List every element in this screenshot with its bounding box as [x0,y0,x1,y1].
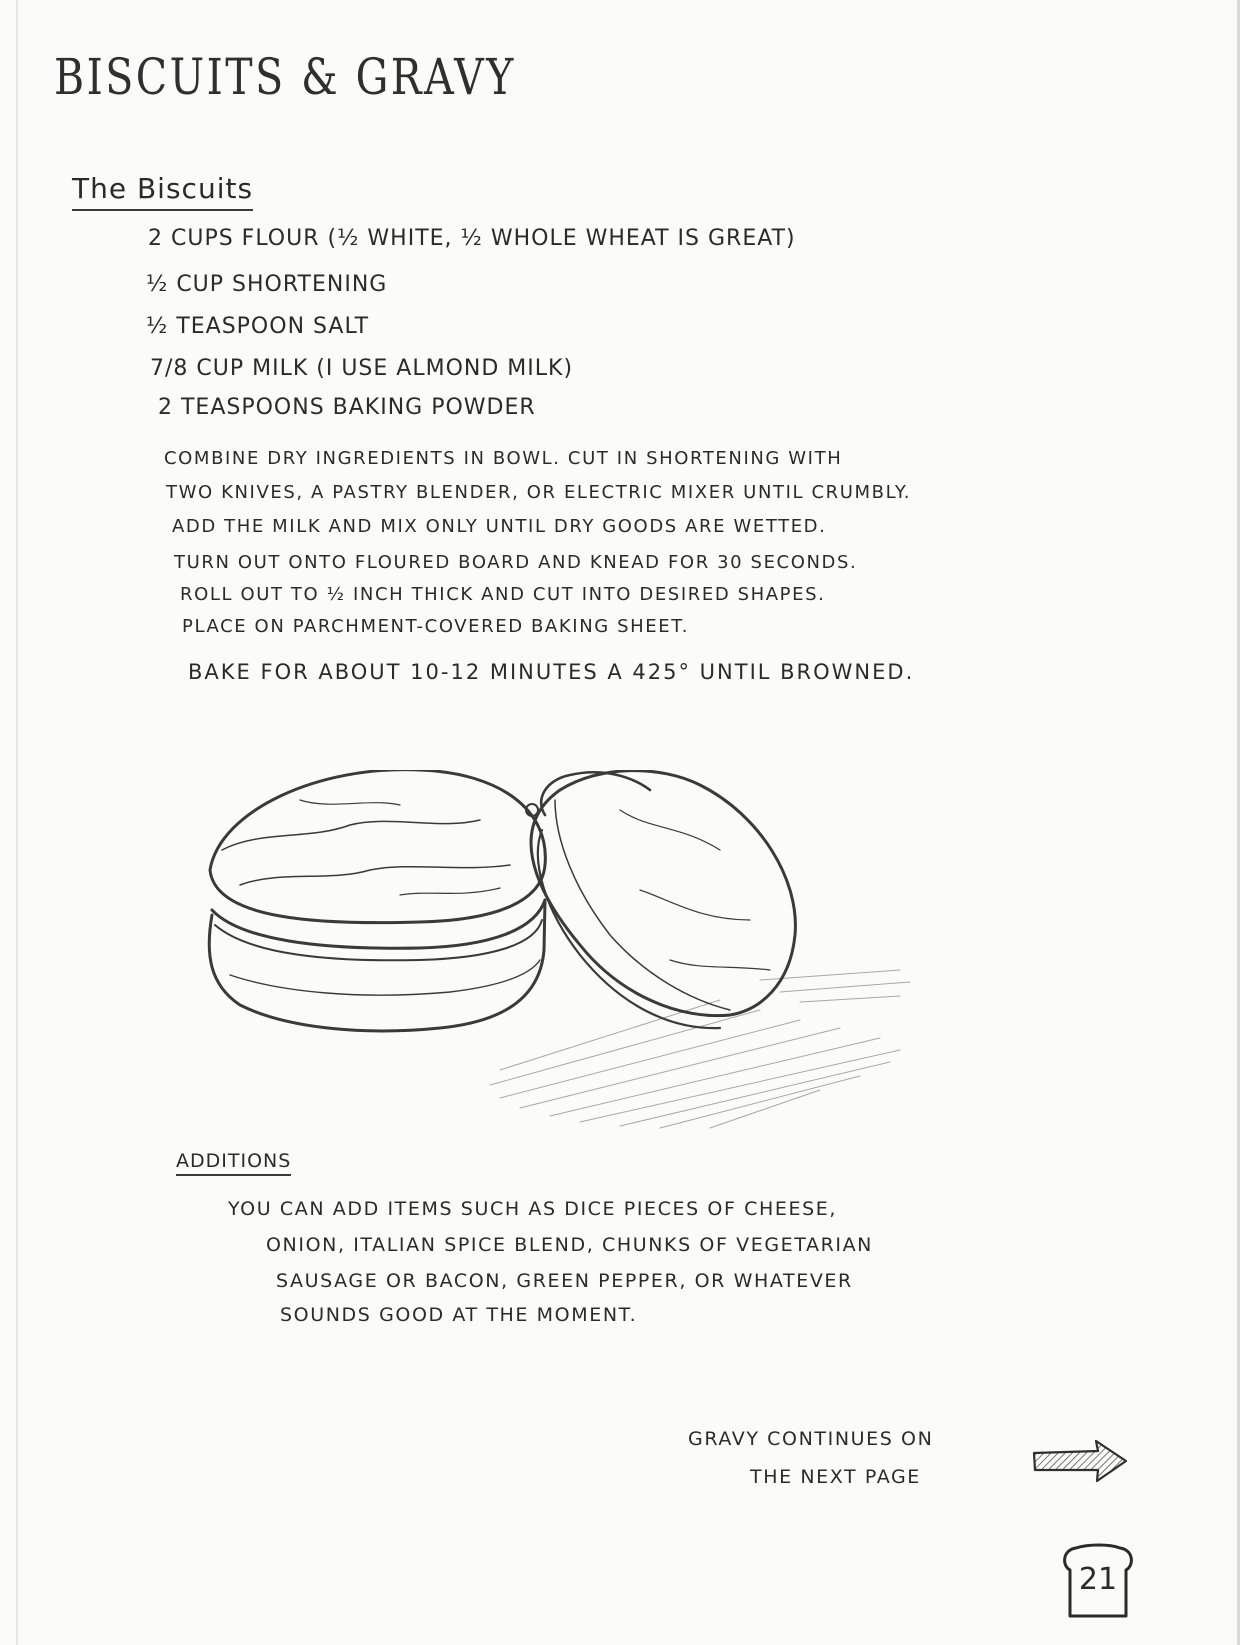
additions-heading-underline [176,1174,291,1176]
page-title: BISCUITS & GRAVY [54,48,516,106]
continuation-line: GRAVY CONTINUES ON [688,1428,934,1450]
additions-line: YOU CAN ADD ITEMS SUCH AS DICE PIECES OF CHEESE, [228,1198,838,1220]
continuation-line: THE NEXT PAGE [750,1466,921,1488]
instruction-line: TWO KNIVES, A PASTRY BLENDER, OR ELECTRIC MIXER UNTIL CRUMBLY. [166,482,912,503]
instruction-line: ADD THE MILK AND MIX ONLY UNTIL DRY GOODS ARE WETTED. [172,516,827,537]
instruction-line: ROLL OUT TO ½ INCH THICK AND CUT INTO DESIRED SHAPES. [180,584,826,605]
additions-heading-text: ADDITIONS [176,1150,292,1172]
ingredient-item: 2 CUPS FLOUR (½ WHITE, ½ WHOLE WHEAT IS GREAT) [148,226,796,251]
biscuits-sketch-icon [200,770,960,1130]
additions-line: ONION, ITALIAN SPICE BLEND, CHUNKS OF VEGETARIAN [266,1234,873,1256]
ingredient-item: 7/8 CUP MILK (I USE ALMOND MILK) [150,356,574,381]
bake-instruction: BAKE FOR ABOUT 10-12 MINUTES A 425° UNTIL BROWNED. [188,660,915,684]
additions-line: SOUNDS GOOD AT THE MOMENT. [280,1304,638,1326]
page-left-edge [16,0,18,1645]
ingredient-item: 2 TEASPOONS BAKING POWDER [158,395,536,420]
biscuits-heading [72,172,253,205]
page-number: 21 [1078,1562,1118,1597]
instruction-line: PLACE ON PARCHMENT-COVERED BAKING SHEET. [182,616,690,637]
additions-line: SAUSAGE OR BACON, GREEN PEPPER, OR WHATEVER [276,1270,853,1292]
additions-heading [176,1150,291,1172]
ingredient-item: ½ TEASPOON SALT [146,314,370,339]
ingredient-item: ½ CUP SHORTENING [146,272,388,297]
instruction-line: TURN OUT ONTO FLOURED BOARD AND KNEAD FOR 30 SECONDS. [174,552,858,573]
instruction-line: COMBINE DRY INGREDIENTS IN BOWL. CUT IN SHORTENING WITH [164,448,843,469]
biscuits-heading-text: The Biscuits [72,172,254,205]
right-arrow-icon [1030,1438,1130,1484]
biscuits-heading-underline [72,209,253,211]
